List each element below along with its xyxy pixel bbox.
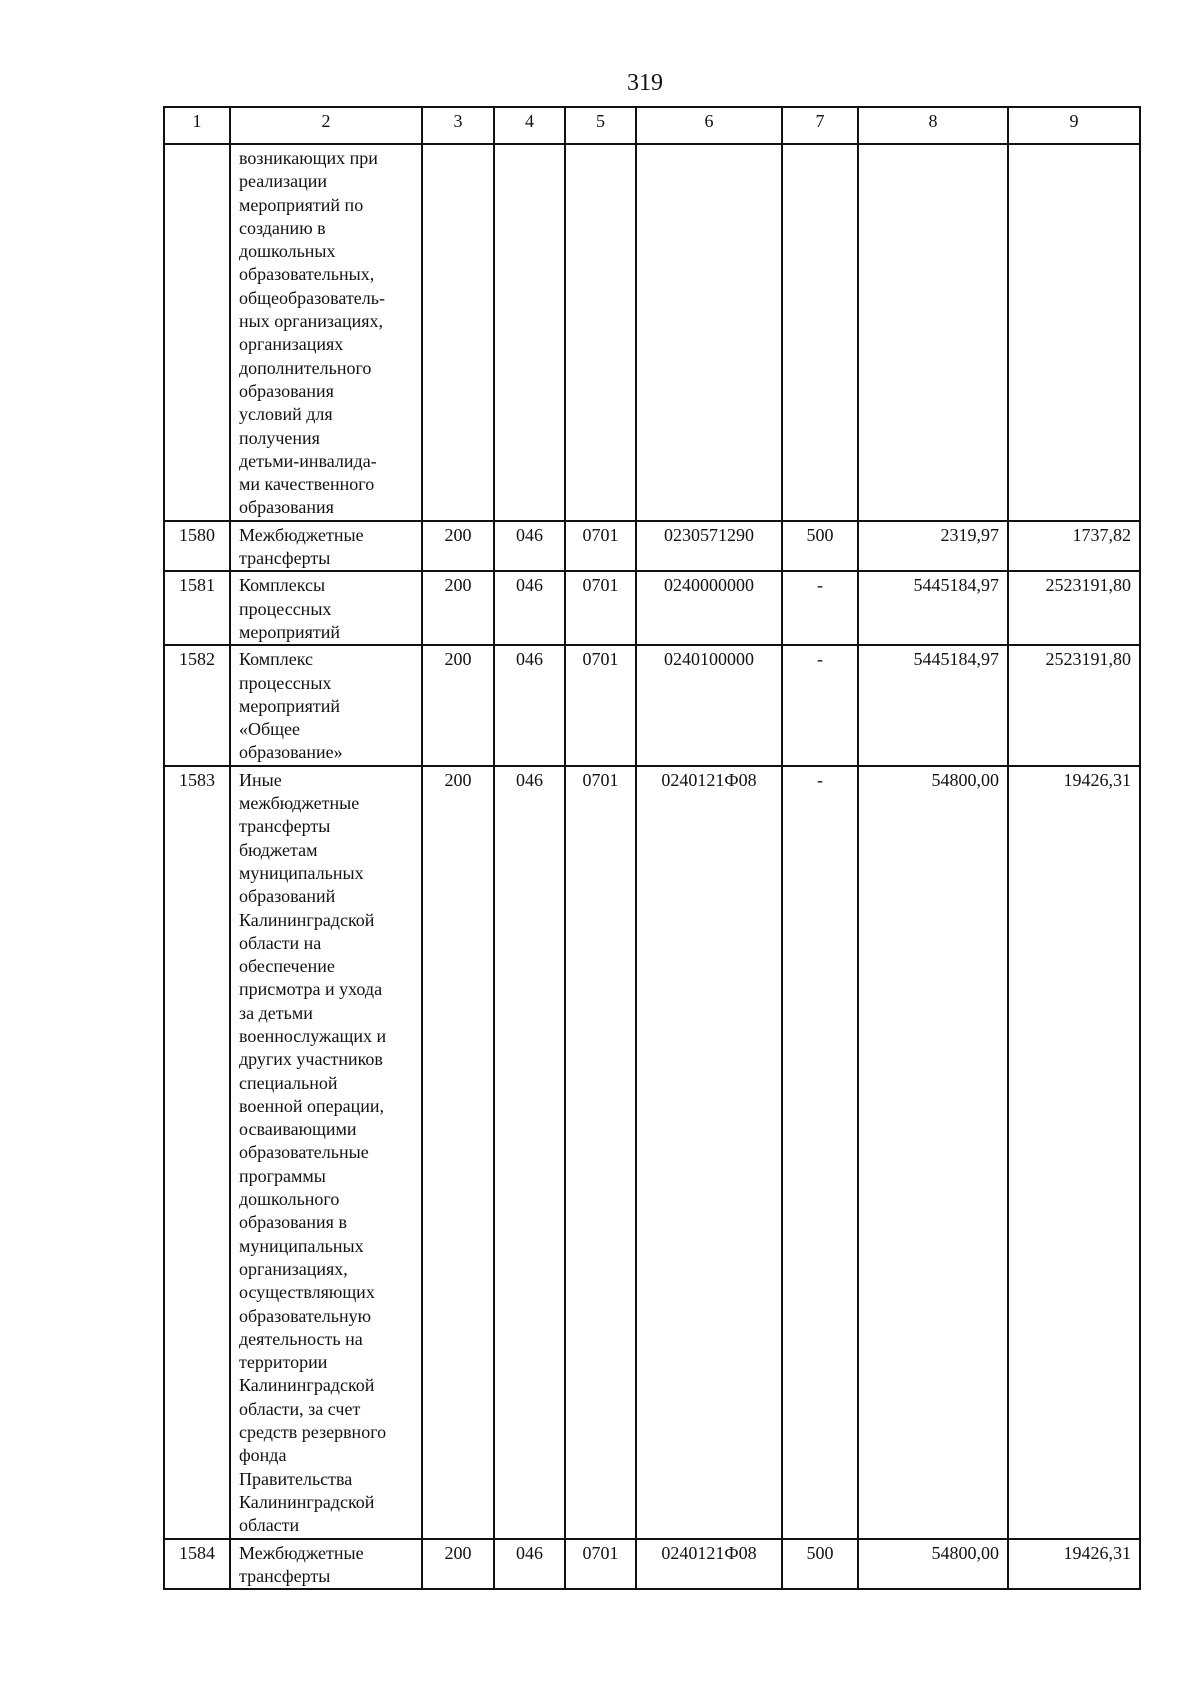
column-header: 5	[565, 107, 636, 144]
item-name-line: образования в	[239, 1212, 347, 1233]
column-header: 8	[858, 107, 1008, 144]
item-name-line: организациях,	[239, 1258, 348, 1279]
item-name-line: муниципальных	[239, 862, 364, 883]
item-name-line: обеспечение	[239, 956, 335, 977]
amount-cell: 5445184,97	[858, 571, 1008, 645]
column-header: 4	[494, 107, 565, 144]
target-article-cell: 0240100000	[636, 645, 782, 765]
item-name-line: осуществляющих	[239, 1282, 375, 1303]
item-name-line: мероприятий по	[239, 194, 364, 215]
item-name-line: образовательную	[239, 1305, 372, 1326]
ministry-code-cell	[422, 144, 494, 521]
item-name-cell	[230, 766, 422, 1539]
item-name-line: области на	[239, 932, 322, 953]
item-name-line: процессных	[239, 672, 332, 693]
item-name-line: образовательных,	[239, 264, 375, 285]
item-name-line: мероприятий	[239, 621, 341, 642]
item-name-line: получения	[239, 427, 320, 448]
target-article-cell: 0240000000	[636, 571, 782, 645]
item-name-line: трансферты	[239, 1565, 331, 1586]
target-article-cell: 0240121Ф08	[636, 766, 782, 1539]
row-number-cell: 1582	[164, 645, 230, 765]
column-header: 6	[636, 107, 782, 144]
amount-executed-cell: 1737,82	[1008, 521, 1140, 572]
ministry-code-cell: 200	[422, 645, 494, 765]
item-name-line: бюджетам	[239, 839, 318, 860]
item-name-line: организациях	[239, 334, 344, 355]
expense-type-cell: -	[782, 645, 858, 765]
department-code-cell: 046	[494, 645, 565, 765]
expense-type-cell: 500	[782, 1539, 858, 1590]
item-name-cell	[230, 645, 422, 765]
item-name-line: территории	[239, 1352, 328, 1373]
item-name-line: реализации	[239, 171, 327, 192]
item-name-line: образовательные	[239, 1142, 369, 1163]
amount-cell	[858, 144, 1008, 521]
item-name-cell	[230, 521, 422, 572]
table-row	[164, 144, 1140, 521]
item-name-line: области	[239, 1515, 300, 1536]
item-name-line: дошкольных	[239, 241, 336, 262]
table-row	[164, 521, 1140, 572]
section-code-cell: 0701	[565, 521, 636, 572]
section-code-cell	[565, 144, 636, 521]
item-name-cell	[230, 144, 422, 521]
item-name-line: межбюджетные	[239, 793, 360, 814]
item-name-line: фонда	[239, 1445, 287, 1466]
expense-type-cell: 500	[782, 521, 858, 572]
item-name-line: созданию в	[239, 217, 326, 238]
row-number-cell: 1580	[164, 521, 230, 572]
item-name-line: муниципальных	[239, 1235, 364, 1256]
item-name-line: мероприятий	[239, 695, 341, 716]
ministry-code-cell: 200	[422, 766, 494, 1539]
item-name-line: общеобразователь-	[239, 287, 385, 308]
target-article-cell: 0240121Ф08	[636, 1539, 782, 1590]
item-name-line: Комплекс	[239, 649, 314, 670]
column-header: 1	[164, 107, 230, 144]
item-name-line: Калининградской	[239, 1375, 375, 1396]
section-code-cell: 0701	[565, 571, 636, 645]
item-name-line: образование»	[239, 742, 343, 763]
section-code-cell: 0701	[565, 766, 636, 1539]
item-name-line: Комплексы	[239, 575, 326, 596]
column-header: 7	[782, 107, 858, 144]
amount-executed-cell: 19426,31	[1008, 1539, 1140, 1590]
expense-type-cell: -	[782, 766, 858, 1539]
item-name-line: Правительства	[239, 1468, 353, 1489]
table-row	[164, 645, 1140, 765]
item-name-line: дошкольного	[239, 1189, 340, 1210]
page-number: 319	[627, 70, 663, 96]
item-name-line: специальной	[239, 1072, 338, 1093]
item-name-line: средств резервного	[239, 1422, 387, 1443]
expense-type-cell: -	[782, 571, 858, 645]
item-name-line: военнослужащих и	[239, 1025, 387, 1046]
item-name-line: трансферты	[239, 548, 331, 569]
item-name-line: детьми-инвалида-	[239, 450, 377, 471]
table-header-row	[164, 107, 1140, 144]
item-name-line: присмотра и ухода	[239, 979, 383, 1000]
item-name-line: других участников	[239, 1049, 383, 1070]
item-name-line: Межбюджетные	[239, 1542, 364, 1563]
item-name-line: образования	[239, 380, 334, 401]
item-name-line: образования	[239, 497, 334, 518]
ministry-code-cell: 200	[422, 571, 494, 645]
item-name-line: «Общее	[239, 719, 300, 740]
department-code-cell: 046	[494, 521, 565, 572]
section-code-cell: 0701	[565, 1539, 636, 1590]
amount-cell: 54800,00	[858, 766, 1008, 1539]
column-header: 3	[422, 107, 494, 144]
amount-cell: 5445184,97	[858, 645, 1008, 765]
budget-table	[163, 106, 1141, 1590]
item-name-line: Межбюджетные	[239, 524, 364, 545]
item-name-line: военной операции,	[239, 1095, 384, 1116]
row-number-cell: 1584	[164, 1539, 230, 1590]
item-name-line: Калининградской	[239, 1491, 375, 1512]
table-row	[164, 1539, 1140, 1590]
section-code-cell: 0701	[565, 645, 636, 765]
item-name-line: процессных	[239, 598, 332, 619]
target-article-cell	[636, 144, 782, 521]
item-name-cell	[230, 571, 422, 645]
expense-type-cell	[782, 144, 858, 521]
column-header: 9	[1008, 107, 1140, 144]
item-name-line: программы	[239, 1165, 326, 1186]
table-body	[164, 144, 1140, 1589]
item-name-line: условий для	[239, 404, 333, 425]
department-code-cell	[494, 144, 565, 521]
amount-cell: 2319,97	[858, 521, 1008, 572]
ministry-code-cell: 200	[422, 1539, 494, 1590]
item-name-line: за детьми	[239, 1002, 313, 1023]
item-name-line: Калининградской	[239, 909, 375, 930]
amount-executed-cell	[1008, 144, 1140, 521]
item-name-line: осваивающими	[239, 1119, 357, 1140]
department-code-cell: 046	[494, 766, 565, 1539]
column-header: 2	[230, 107, 422, 144]
item-name-line: трансферты	[239, 816, 331, 837]
amount-executed-cell: 2523191,80	[1008, 571, 1140, 645]
item-name-line: Иные	[239, 769, 282, 790]
row-number-cell	[164, 144, 230, 521]
amount-executed-cell: 2523191,80	[1008, 645, 1140, 765]
target-article-cell: 0230571290	[636, 521, 782, 572]
item-name-line: ми качественного	[239, 474, 375, 495]
item-name-line: области, за счет	[239, 1398, 361, 1419]
item-name-line: образований	[239, 886, 336, 907]
amount-cell: 54800,00	[858, 1539, 1008, 1590]
row-number-cell: 1581	[164, 571, 230, 645]
row-number-cell: 1583	[164, 766, 230, 1539]
amount-executed-cell: 19426,31	[1008, 766, 1140, 1539]
department-code-cell: 046	[494, 571, 565, 645]
item-name-line: ных организациях,	[239, 311, 384, 332]
item-name-line: дополнительного	[239, 357, 372, 378]
item-name-line: деятельность на	[239, 1328, 363, 1349]
ministry-code-cell: 200	[422, 521, 494, 572]
table-row	[164, 766, 1140, 1539]
department-code-cell: 046	[494, 1539, 565, 1590]
item-name-line: возникающих при	[239, 148, 378, 168]
item-name-cell	[230, 1539, 422, 1590]
table-row	[164, 571, 1140, 645]
